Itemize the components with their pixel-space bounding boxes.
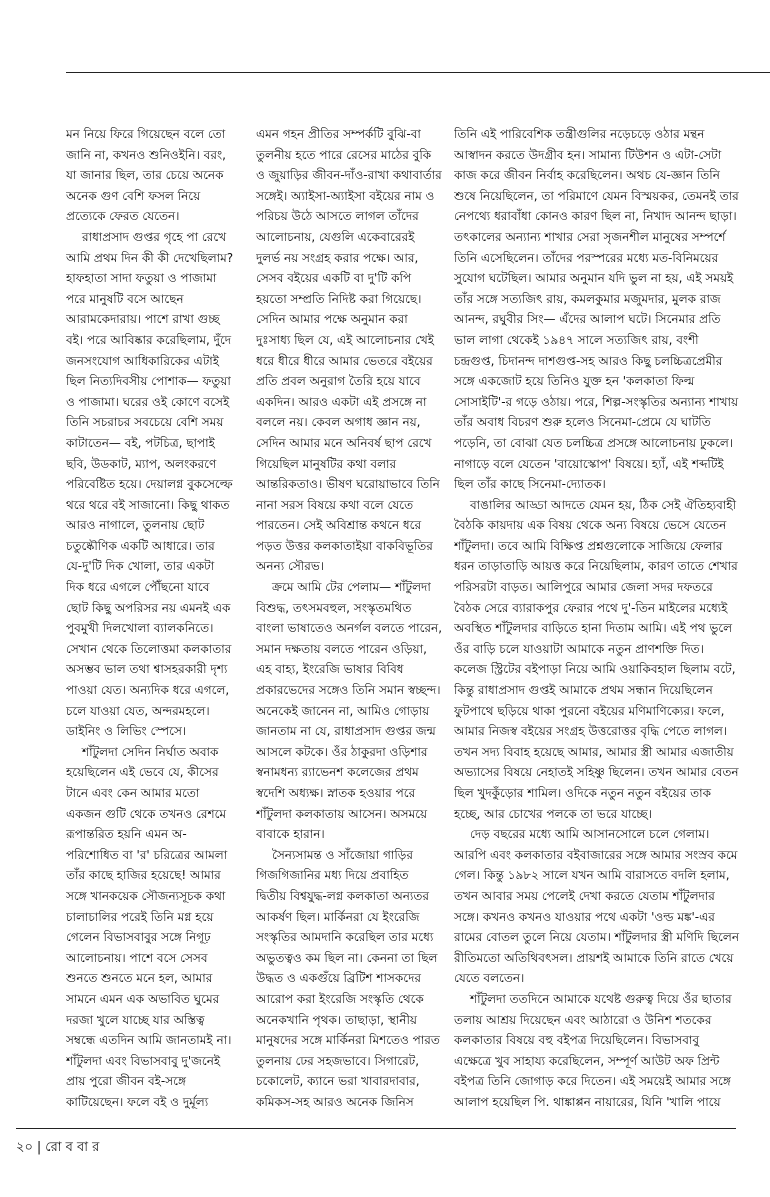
paragraph: রাধাপ্রসাদ গুপ্তর গৃহে পা রেখে আমি প্রথম দিন কী কী দেখেছিলাম? হাফহাতা সাদা ফতুয়া ও পাজামা পরে মানুষটি বসে আছেন আরামকেদারায়। পাশে রাখা গুচ্ছ বই। পরে আবিষ্কার করেছিলাম, দুঁদে জনসংযোগ আধিকারিকের এটাই ছিল নিত্যদিবসীয় পোশাক— ফতুয়া ও পাজামা। ঘরের ওই কোণে বসেই তিনি সচরাচর সবচেয়ে বেশি সময় কাটাতেন— বই, পটচিত্র, ছাপাই ছবি, উডকাট, ম্যাপ, অলংকরণে পরিবেষ্টিত হয়ে। দেয়ালগ্ন বুকসেল্ফে থরে থরে বই সাজানো। কিছু থাকত আরও নাগালে, তুলনায় ছোট চতুষ্কৌণিক একটি আধারে। তার যে-দু'টি দিক খোলা, তার একটা দিক ধরে এগলে পৌঁছনো যাবে ছোট কিছু অপরিসর নয় এমনই এক পুবমুখী দিলখোলা ব্যালকনিতে। সেখান থেকে তিলোত্তমা কলকাতার অসম্ভব ভাল তথা শ্বাসহরকারী দৃশ্য পাওয়া যেত। অন্যদিক ধরে এগলে, চলে যাওয়া যেত, অন্দরমহলে। ডাইনিং ও লিভিং স্পেসে। (66, 229, 234, 739)
paragraph: শাঁটুলদা সেদিন নির্ঘাত অবাক হয়েছিলেন এই ভেবে যে, কীসের টানে এবং কেন আমার মতো একজন গুটি থেকে তখনও রেশমে রূপান্তরিত হয়নি এমন অ-পরিশোধিত বা 'র' চরিত্রের আমলা তাঁর কাছে হাজির হয়েছে! আমার সঙ্গে খানকয়েক সৌজন্যসূচক কথা চালাচালির পরেই তিনি মগ্ন হয়ে গেলেন বিভাসবাবুর সঙ্গে নিগূঢ় আলোচনায়। পাশে বসে সেসব শুনতে শুনতে মনে হল, আমার সামনে এমন এক অভাবিত ঘুমের দরজা খুলে যাচ্ছে যার অস্তিত্ব সম্বন্ধে এতদিন আমি জানতামই না। শাঁটুলদা এবং বিভাসবাবু দু'জনেই প্রায় পুরো জীবন বই-সঙ্গে কাটিয়েছেন। ফলে বই ও দুর্মূল্য (66, 744, 232, 1109)
page-footer (16, 1138, 99, 1158)
bottom-rule (16, 1128, 736, 1129)
article-column-1 (66, 124, 234, 1114)
footer-separator: | (36, 1140, 42, 1155)
article-column-3 (454, 124, 740, 1114)
article-column-2 (256, 124, 442, 1114)
magazine-name: রো ব বা র (45, 1140, 100, 1155)
paragraph: সৈন্যসামন্ত ও সাঁজোয়া গাড়ির গিজগিজানির মধ্য দিয়ে প্রবাহিত দ্বিতীয় বিশ্বযুদ্ধ-লগ্ন কলকাতা অন্যতর আকর্ষণ ছিল। মার্কিনরা যে ইংরেজি সংস্কৃতির আমদানি করেছিল তার মধ্যে অভুতত্বও কম ছিল না। কেননা তা ছিল উদ্ধত ও একগুঁয়ে ব্রিটিশ শাসকদের আরোপ করা ইংরেজি সংস্কৃতি থেকে অনেকখানি পৃথক। তাছাড়া, স্থানীয় মানুষদের সঙ্গে মার্কিনরা মিশতেও পারত তুলনায় ঢের সহজভাবে। সিগারেট, চকোলেট, ক্যানে ভরা খাবারদাবার, কমিকস-সহ আরও অনেক জিনিস (256, 847, 440, 1109)
paragraph: এমন গহন প্রীতির সম্পর্কটি বুঝি-বা তুলনীয় হতে পারে রেসের মাঠের বুকি ও জুয়াড়ির জীবন-দাঁও-রাখা কথাবার্তার সঙ্গেই। অ্যাইসা-অ্যাইসা বইয়ের নাম ও পরিচয় উঠে আসতে লাগল তাঁদের আলোচনায়, যেগুলি একেবারেরই দুলর্ভ নয় সংগ্রহ করার পক্ষে। আর, সেসব বইয়ের একটি বা দু'টি কপি হয়তো সম্প্রতি নিদিষ্ট করা গিয়েছে। সেদিন আমার পক্ষে অনুমান করা দুঃসাধ্য ছিল যে, এই আলোচনার খেই ধরে ধীরে ধীরে আমার ভেতরে বইয়ের প্রতি প্রবল অনুরাগ তৈরি হয়ে যাবে একদিন। আরও একটা এই প্রসঙ্গে না বললে নয়। কেবল অগাধ জ্ঞান নয়, সেদিন আমার মনে অনিবর্ষ ছাপ রেখে গিয়েছিল মানুষটির কথা বলার আন্তরিকতাও। ভীষণ ঘরোয়াভাবে তিনি নানা সরস বিষয়ে কথা বলে যেতে পারতেন। সেই অবিশ্রান্ত কথনে ধরে পড়ত উত্তর কলকাতাইয়া বাকবিভূতির অনন্য সৌরভ। (256, 127, 442, 574)
paragraph: ক্রমে আমি টের পেলাম— শাঁটুলদা বিশুদ্ধ, তৎসমবহুল, সংস্কৃতমথিত বাংলা ভাষাতেও অনর্গল বলতে পারেন, সমান দক্ষতায় বলতে পারেন ওড়িয়া, এহ বাহ্য, ইংরেজি ভাষার বিবিধ প্রকারভেদের সঙ্গেও তিনি সমান স্বচ্ছন্দ। অনেকেই জানেন না, আমিও গোড়ায় জানতাম না যে, রাধাপ্রসাদ গুপ্তর জন্ম আসলে কটকে। ওঁর ঠাকুরদা ওড়িশার স্বনামধন্য র‍্যাভেনশ কলেজের প্রথম স্বদেশি অধ্যক্ষ। স্নাতক হওয়ার পরে শাঁটুলদা কলকাতায় আসেন। অসময়ে বাবাকে হারান। (256, 580, 442, 842)
paragraph: দেড় বছরের মধ্যে আমি আসানসোলে চলে গেলাম। আরপি এবং কলকাতার বইবাজারের সঙ্গে আমার সংস্রব কমে গেল। কিন্তু ১৯৮২ সালে যখন আমি বারাসতে বদলি হলাম, তখন আবার সময় পেলেই দেখা করতে যেতাম শাঁটুলদার সঙ্গে। কখনও কখনও যাওয়ার পথে একটা 'ওল্ড মঙ্ক'-এর রামের বোতল তুলে নিয়ে যেতাম। শাঁটুলদার স্ত্রী মণিদি ছিলেন রীতিমতো অতিথিবৎসল। প্রায়শই আমাকে তিনি রাতে খেয়ে যেতে বলতেন। (454, 827, 739, 986)
paragraph: বাঙালির আড্ডা আদতে যেমন হয়, ঠিক সেই ঐতিহ্যবাহী বৈঠকি কায়দায় এক বিষয় থেকে অন্য বিষয়ে ভেসে যেতেন শাঁটুলদা। তবে আমি বিক্ষিপ্ত প্রশ্নগুলোকে সাজিয়ে ফেলার ধরন তাড়াতাড়ি আয়ত্ত করে নিয়েছিলাম, কারণ তাতে শেখার পরিসরটা বাড়ত। আলিপুরে আমার জেলা সদর দফতরে বৈঠক সেরে ব্যারাকপুর ফেরার পথে দু'-তিন মাইলের মধ্যেই অবস্থিত শাঁটুলদার বাড়িতে হানা দিতাম আমি। এই পথ ভুলে ওঁর বাড়ি চলে যাওয়াটা আমাকে নতুন প্রাণশক্তি দিত। কলেজ স্ট্রিটের বইপাড়া নিয়ে আমি ওয়াকিবহাল ছিলাম বটে, কিন্তু রাধাপ্রসাদ গুপ্তই আমাকে প্রথম সন্ধান দিয়েছিলেন ফুটপাথে ছড়িয়ে থাকা পুরনো বইয়ের মণিমাণিক্যের। ফলে, আমার নিজস্ব বইয়ের সংগ্রহ উত্তরোত্তর বৃদ্ধি পেতে লাগল। তখন সদ্য বিবাহ হয়েছে আমার, আমার স্ত্রী আমার এজাতীয় অভ্যাসের বিষয়ে নেহাতই সহিষ্ণু ছিলেন। তখন আমার বেতন ছিল খুদকুঁড়োর শামিল। ওদিকে নতুন নতুন বইয়ের তাক হচ্ছে, আর চোখের পলকে তা ভরে যাচ্ছে। (454, 497, 739, 821)
paragraph: তিনি এই পারিবেশিক তন্ত্রীগুলির নড়েচড়ে ওঠার মন্থন আস্বাদন করতে উদগ্রীব হন। সামান্য টিউশন ও এটা-সেটা কাজ করে জীবন নির্বাহ করেছিলেন। অথচ যে-জ্ঞান তিনি শুষে নিয়েছিলেন, তা পরিমাণে যেমন বিস্ময়কর, তেমনই তার নেপথ্যে ধরাবাঁধা কোনও কারণ ছিল না, নিখাদ আনন্দ ছাড়া। তৎকালের অন্যান্য শাখার সেরা সৃজনশীল মানুষের সম্পর্শে তিনি এসেছিলেন। তাঁদের পরস্পরের মধ্যে মত-বিনিময়ের সুযোগ ঘটেছিল। আমার অনুমান যদি ভুল না হয়, এই সময়ই তাঁর সঙ্গে সত্যজিৎ রায়, কমলকুমার মজুমদার, মুলক রাজ আনন্দ, রঘুবীর সিং— এঁদের আলাপ ঘটে। সিনেমার প্রতি ভাল লাগা থেকেই ১৯৪৭ সালে সত্যজিৎ রায়, বংশী চন্দ্রগুপ্ত, চিদানন্দ দাশগুপ্ত-সহ আরও কিছু চলচ্চিত্রপ্রেমীর সঙ্গে একজোট হয়ে তিনিও যুক্ত হন 'কলকাতা ফিল্ম সোসাইটি'-র গড়ে ওঠায়। পরে, শিল্প-সংস্কৃতির অন্যান্য শাখায় তাঁর অবাধ বিচরণ শুরু হলেও সিনেমা-প্রেমে যে ঘাটতি পড়েনি, তা বোঝা যেত চলচ্চিত্র প্রসঙ্গে আলোচনায় ঢুকলে। নাগাড়ে বলে যেতেন 'বায়োস্কোপ' বিষয়ে। হ্যাঁ, এই শব্দটিই ছিল তাঁর কাছে সিনেমা-দ্যোতক। (454, 127, 739, 492)
page-number: ২০ (16, 1140, 33, 1155)
paragraph: মন নিয়ে ফিরে গিয়েছেন বলে তো জানি না, কখনও শুনিওইনি। বরং, যা জানার ছিল, তার চেয়ে অনেক অনেক গুণ বেশি ফসল নিয়ে প্রত্যেকে ফেরত যেতেন। (66, 127, 226, 224)
top-rule (66, 72, 770, 73)
paragraph: শাঁটুলদা ততদিনে আমাকে যথেষ্ট গুরুত্ব দিয়ে ওঁর ছাতার তলায় আশ্রয় দিয়েছেন এবং আঠারো ও উনিশ শতকের কলকাতার বিষয়ে বহু বইপত্র দিয়েছিলেন। বিভাসবাবু এক্ষেত্রে খুব সাহায্য করেছিলেন, সম্পূর্ণ আউট অফ প্রিন্ট বইপত্র তিনি জোগাড় করে দিতেন। এই সময়েই আমার সঙ্গে আলাপ হয়েছিল পি. থাঙ্কাপ্পন নায়ারের, যিনি 'খালি পায়ে (454, 991, 732, 1109)
